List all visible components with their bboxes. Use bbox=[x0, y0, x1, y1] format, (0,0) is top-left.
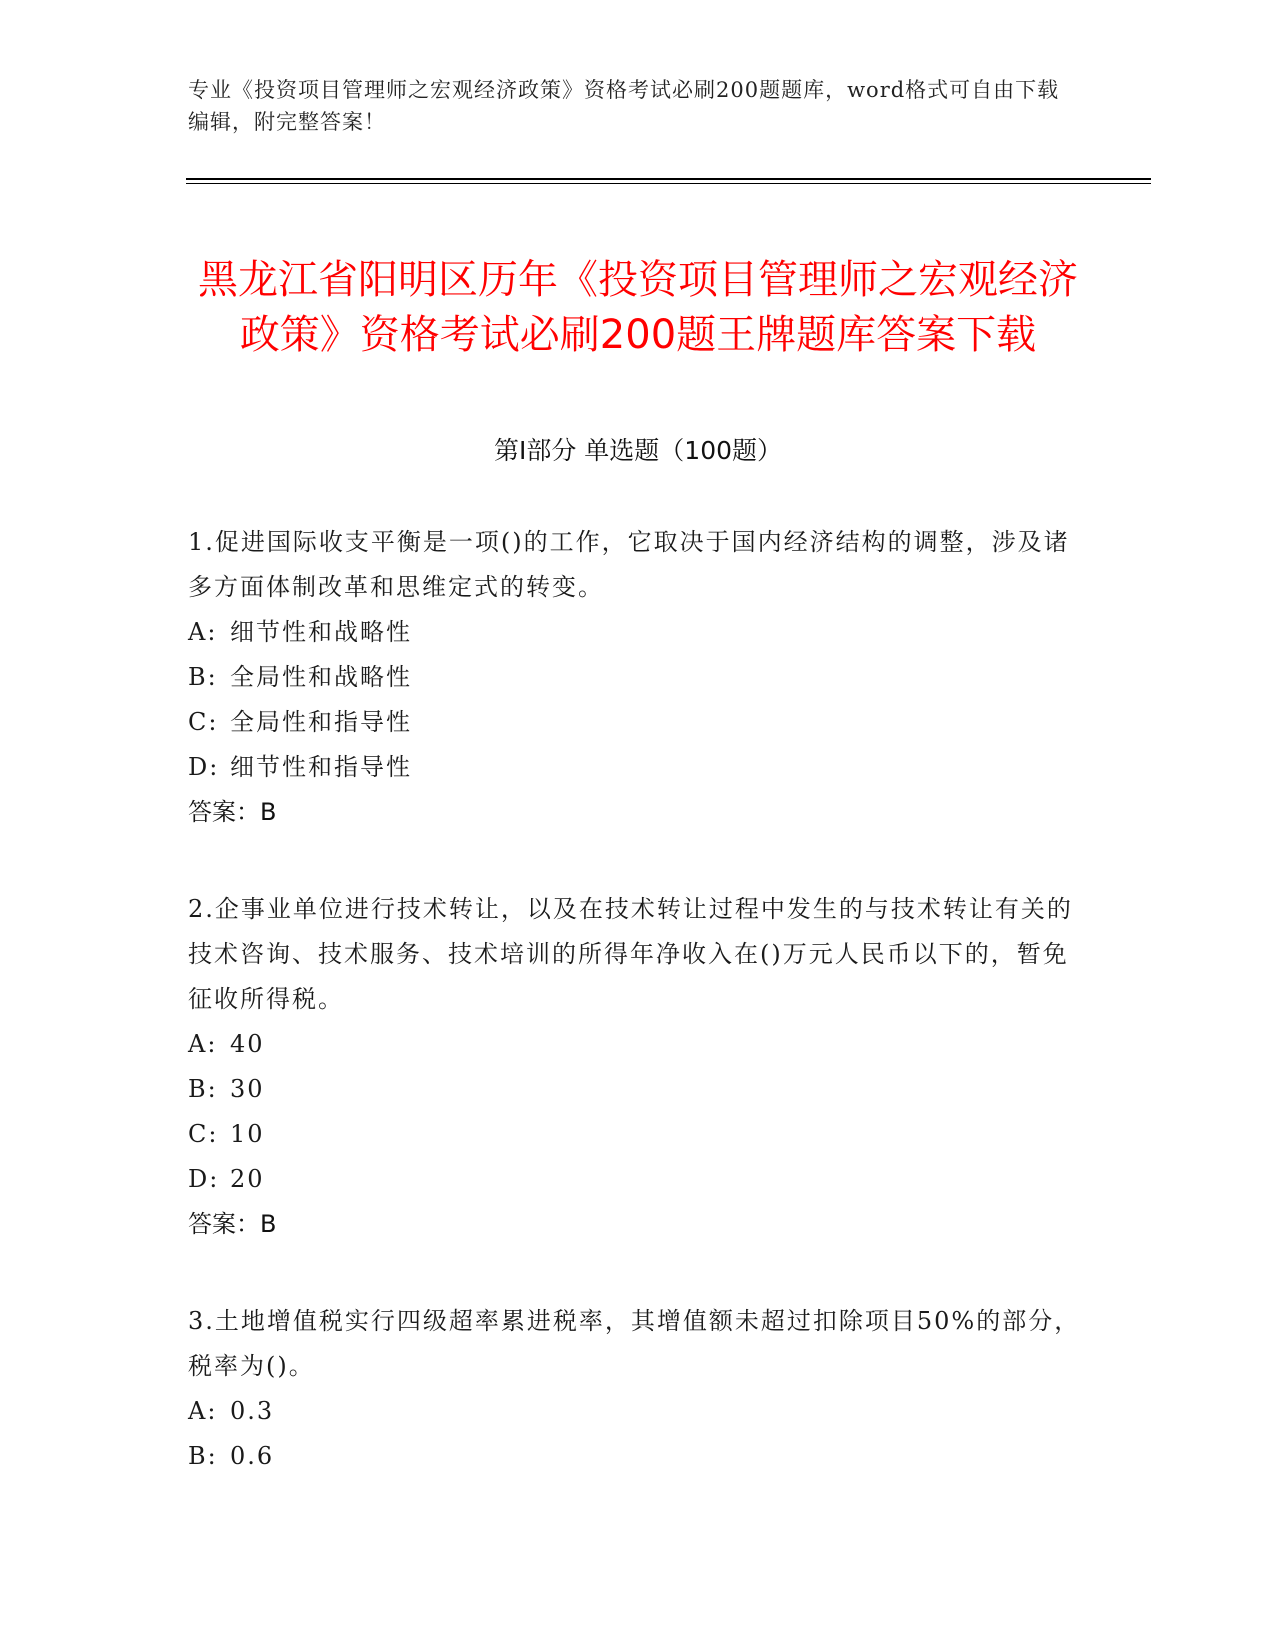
option-d bbox=[188, 1157, 1088, 1202]
option-b bbox=[188, 1434, 1088, 1479]
option-a bbox=[188, 1389, 1088, 1434]
option-text: 0.3 bbox=[230, 1397, 275, 1425]
option-text: 20 bbox=[230, 1165, 265, 1193]
answer-line: 答案：B bbox=[188, 798, 277, 826]
option-b bbox=[188, 1067, 1088, 1112]
option-d bbox=[188, 745, 1088, 790]
option-text: 40 bbox=[230, 1030, 265, 1058]
header-divider-thin bbox=[186, 183, 1151, 184]
option-b bbox=[188, 655, 1088, 700]
option-text: 细节性和战略性 bbox=[230, 618, 412, 646]
option-key: C: bbox=[188, 1120, 219, 1148]
option-key: B: bbox=[188, 1442, 218, 1470]
answer-line: 答案：B bbox=[188, 1210, 277, 1238]
option-a bbox=[188, 1022, 1088, 1067]
option-c bbox=[188, 700, 1088, 745]
option-key: B: bbox=[188, 1075, 218, 1103]
header-divider-thick bbox=[186, 178, 1151, 180]
question-item bbox=[188, 887, 1088, 1247]
option-key: A: bbox=[188, 1397, 218, 1425]
option-key: B: bbox=[188, 663, 218, 691]
option-text: 30 bbox=[230, 1075, 265, 1103]
option-text: 全局性和战略性 bbox=[230, 663, 412, 691]
option-c bbox=[188, 1112, 1088, 1157]
question-item bbox=[188, 520, 1088, 835]
question-stem: 2.企事业单位进行技术转让，以及在技术转让过程中发生的与技术转让有关的技术咨询、技术服务、技术培训的所得年净收入在()万元人民币以下的，暂免征收所得税。 bbox=[188, 895, 1073, 1013]
section-heading: 第Ⅰ部分 单选题（100题） bbox=[493, 436, 783, 465]
option-a bbox=[188, 610, 1088, 655]
option-text: 细节性和指导性 bbox=[230, 753, 412, 781]
option-key: C: bbox=[188, 708, 219, 736]
option-text: 10 bbox=[230, 1120, 265, 1148]
question-list bbox=[188, 520, 1088, 1531]
document-title: 黑龙江省阳明区历年《投资项目管理师之宏观经济政策》资格考试必刷200题王牌题库答案下载 bbox=[198, 256, 1078, 358]
header-note: 专业《投资项目管理师之宏观经济政策》资格考试必刷200题题库，word格式可自由下载编辑，附完整答案！ bbox=[188, 78, 1060, 134]
option-text: 全局性和指导性 bbox=[230, 708, 412, 736]
option-key: A: bbox=[188, 1030, 218, 1058]
option-key: D: bbox=[188, 1165, 220, 1193]
option-text: 0.6 bbox=[230, 1442, 275, 1470]
option-key: D: bbox=[188, 753, 220, 781]
question-stem: 3.土地增值税实行四级超率累进税率，其增值额未超过扣除项目50%的部分，税率为()。 bbox=[188, 1307, 1081, 1380]
option-key: A: bbox=[188, 618, 218, 646]
question-stem: 1.促进国际收支平衡是一项()的工作，它取决于国内经济结构的调整，涉及诸多方面体制改革和思维定式的转变。 bbox=[188, 528, 1070, 601]
question-item bbox=[188, 1299, 1088, 1479]
